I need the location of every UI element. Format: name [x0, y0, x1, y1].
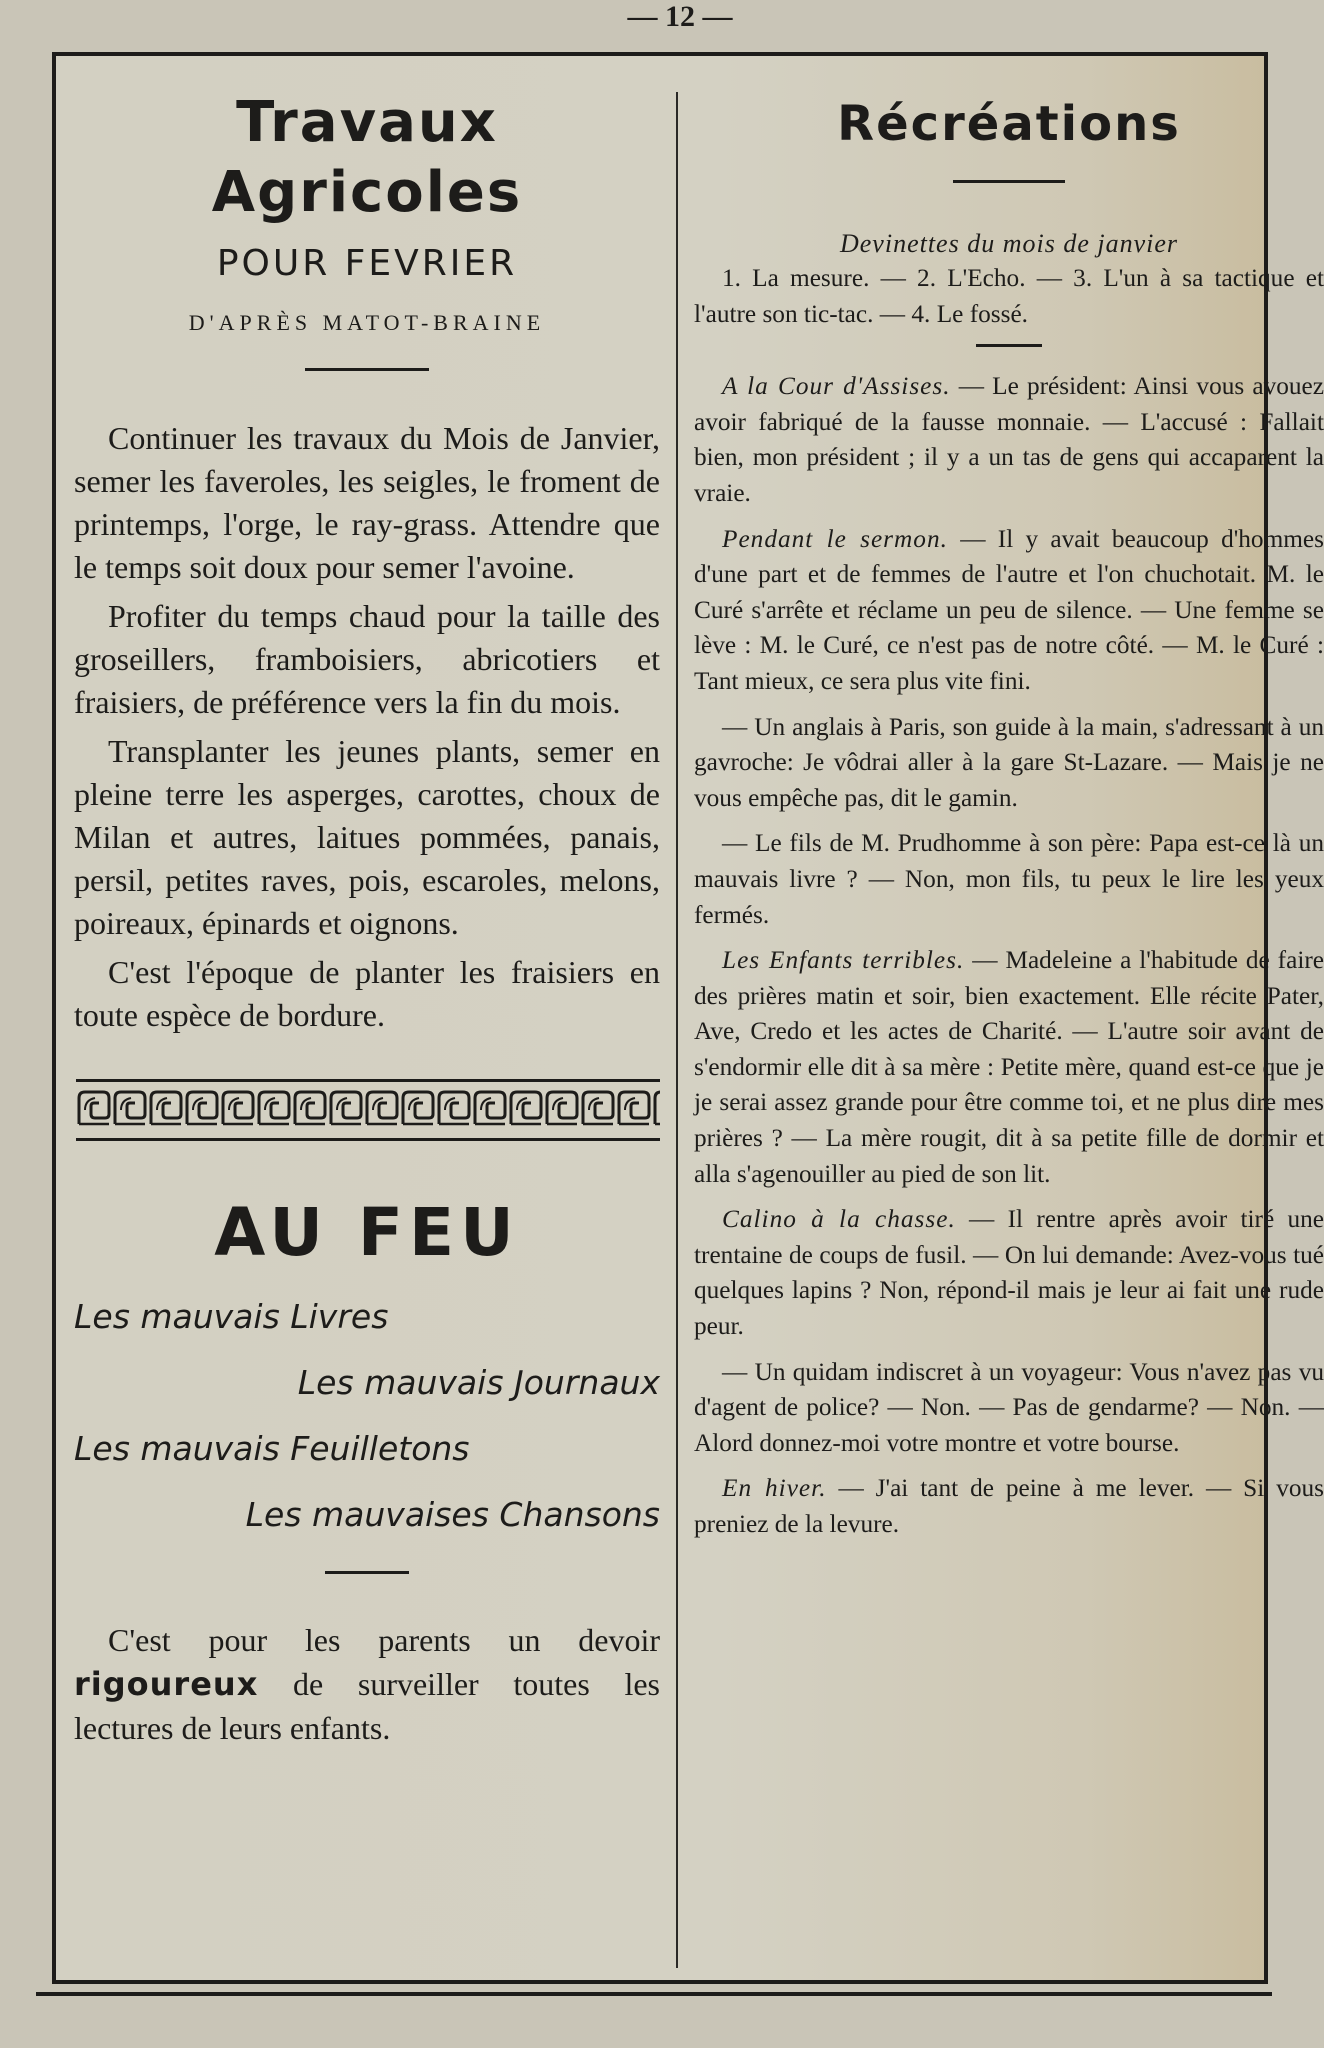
- joke-item: [694, 1355, 1324, 1462]
- joke-item: [694, 943, 1324, 1192]
- agri-title: Travaux Agricoles: [211, 90, 523, 225]
- feu-title: AU FEU: [214, 1194, 520, 1271]
- joke-text: — Le fils de M. Prudhomme à son père: Papa est-ce là un mauvais livre ? — Non, mon fils, tu peux le lire les yeux fermés.: [694, 829, 1324, 929]
- page-frame: [52, 52, 1324, 1984]
- joke-item: [694, 522, 1324, 700]
- left-column: [74, 56, 660, 1980]
- joke-item: [694, 1202, 1324, 1344]
- feu-rule: [325, 1571, 409, 1574]
- joke-item: [694, 710, 1324, 817]
- feu-line-feuilletons: Les mauvais Feuilletons: [74, 1429, 470, 1468]
- joke-label: En hiver.: [722, 1474, 827, 1503]
- agri-subtitle: POUR FEVRIER: [216, 243, 518, 284]
- feu-body-bold: rigoureux: [74, 1665, 259, 1703]
- recreations-rule: [953, 180, 1065, 183]
- joke-text: — Le président: Ainsi vous avouez avoir fabriqué de la fausse monnaie. — L'accusé : Fallait bien, mon président ; il y a un tas de gens qui accaparent la vraie.: [694, 372, 1324, 507]
- agri-rule: [305, 368, 429, 371]
- joke-item: [694, 826, 1324, 933]
- joke-text: — Un quidam indiscret à un voyageur: Vous n'avez pas vu d'agent de police? — Non. — Pas de gendarme? — Non. — Alord donnez-moi votre montre et votre bourse.: [694, 1357, 1324, 1457]
- joke-text: — Un anglais à Paris, son guide à la main, s'adressant à un gavroche: Je vôdrai aller à la gare St-Lazare. — Mais je ne vous empêche pas, dit le gamin.: [694, 712, 1324, 812]
- feu-line-journaux: Les mauvais Journaux: [297, 1363, 660, 1402]
- ornament-band: [76, 1079, 660, 1141]
- riddle-answers: 1. La mesure. — 2. L'Echo. — 3. L'un à sa tactique et l'autre son tic-tac. — 4. Le fossé.: [694, 264, 1324, 328]
- agri-paragraph: Continuer les travaux du Mois de Janvier, semer les faveroles, les seigles, le froment de printemps, l'orge, le ray-grass. Attendre que le temps soit doux pour semer l'avoine.: [74, 420, 660, 585]
- feu-line-chansons: Les mauvaises Chansons: [245, 1495, 660, 1534]
- joke-item: [694, 1471, 1324, 1542]
- agri-author: D'APRÈS MATOT-BRAINE: [188, 310, 546, 335]
- agri-paragraph: Transplanter les jeunes plants, semer en pleine terre les asperges, carottes, choux de Milan et autres, laitues pommées, panais, persil, petites raves, pois, escaroles, melons, poireaux, épinards et oignons.: [74, 733, 660, 941]
- answers-rule: [976, 344, 1042, 347]
- agri-paragraph: C'est l'époque de planter les fraisiers en toute espèce de bordure.: [74, 954, 660, 1033]
- joke-text: — Il y avait beaucoup d'hommes d'une part et de femmes de l'autre et l'on chuchotait. M. le Curé s'arrête et réclame un peu de silence. — Une femme se lève : M. le Curé, ce n'est pas de notre côté. — M. le Curé : Tant mieux, ce sera plus vite fini.: [694, 524, 1324, 695]
- feu-line-livres: Les mauvais Livres: [74, 1297, 389, 1336]
- joke-item: [694, 369, 1324, 511]
- ornament-pattern: [76, 1088, 660, 1132]
- riddles-heading: Devinettes du mois de janvier: [839, 229, 1179, 258]
- right-column: [694, 56, 1324, 1980]
- recreations-title: Récréations: [837, 96, 1181, 152]
- joke-text: — J'ai tant de peine à me lever. — Si vous preniez de la levure.: [694, 1474, 1324, 1538]
- bottom-rule: [36, 1992, 1272, 1996]
- feu-body-start: C'est pour les parents un devoir: [108, 1622, 660, 1658]
- joke-label: A la Cour d'Assises.: [722, 372, 951, 401]
- column-divider: [676, 92, 678, 1968]
- page-number: — 12 —: [627, 0, 733, 33]
- joke-text: — Il rentre après avoir tiré une trentaine de coups de fusil. — On lui demande: Avez-vous tué quelques lapins ? Non, répond-il mais je leur ai fait une rude peur.: [694, 1205, 1324, 1341]
- joke-text: — Madeleine a l'habitude de faire des prières matin et soir, bien exactement. Elle récite Pater, Ave, Credo et les actes de Charité. — L'autre soir avant de s'endormir elle dit à sa mère : Petite mère, quand est-ce que je je serai assez grande pour être comme toi, et ne plus dire mes prières ? — La mère rougit, dit à sa petite fille de dormir et alla s'agenouiller au pied de son lit.: [694, 946, 1324, 1188]
- joke-label: Pendant le sermon.: [722, 524, 948, 553]
- feu-body-end: de surveiller toutes les lectures de leurs enfants.: [74, 1666, 661, 1746]
- joke-label: Les Enfants terribles.: [722, 946, 965, 975]
- joke-label: Calino à la chasse.: [722, 1205, 956, 1234]
- recreations-body: [694, 261, 1324, 1543]
- feu-body: [74, 1618, 660, 1750]
- agri-body: [74, 417, 660, 1037]
- agri-paragraph: Profiter du temps chaud pour la taille des groseillers, framboisiers, abricotiers et fraisiers, de préférence vers la fin du mois.: [74, 598, 660, 720]
